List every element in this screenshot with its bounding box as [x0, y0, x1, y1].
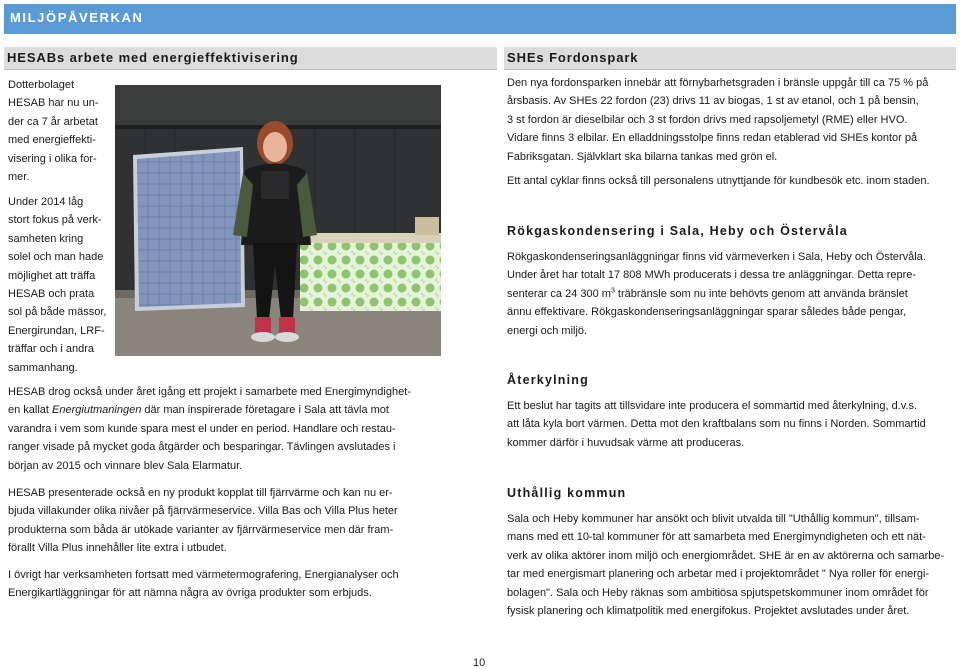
- text-line: Rökgaskondenseringsanläggningar finns vid värmeverken i Sala, Heby och Östervåla.: [507, 251, 926, 263]
- text-line: Ett beslut har tagits att tillsvidare inte producera el sommartid med återkylning, d.v.s.: [507, 400, 918, 412]
- text-line: Ett antal cyklar finns också till personalens utnyttjande för kundbesök etc. inom staden.: [507, 175, 930, 187]
- section-title-uthallig-kommun: Uthållig kommun: [507, 486, 627, 500]
- text-line: med energieffekti-: [8, 134, 96, 147]
- text-line: att låta kyla bort värmen. Detta mot den kraftbalans som nu finns i Norden. Sommartid: [507, 418, 926, 431]
- text-line: Dotterbolaget: [8, 79, 75, 91]
- section-header-band: [4, 4, 956, 34]
- text-line: mans med ett 10-tal kommuner för att samarbeta med Energimyndigheten och ett nät-: [507, 531, 926, 544]
- text-line: [507, 285, 956, 303]
- paragraph-energiutmaningen: [8, 383, 496, 475]
- text-line: produkterna som båda är utökade varianter av fjärrvärmeservice men där fram-: [8, 523, 394, 536]
- text-run: en kallat: [8, 404, 53, 417]
- text-line: der ca 7 år arbetat: [8, 115, 98, 128]
- text-line: Sala och Heby kommuner har ansökt och blivit utvalda till "Uthållig kommun", tillsam-: [507, 513, 920, 525]
- text-line: Vidare finns 3 elbilar. En elladdningsstolpe finns redan etablerad vid SHEs kontor på: [507, 132, 918, 145]
- text-line: Energirundan, LRF-: [8, 324, 105, 337]
- superscript: 3: [610, 287, 615, 295]
- text-line: Under året har totalt 17 808 MWh producerats i dessa tre anläggningar. Detta repre-: [507, 269, 917, 282]
- text-line: träffar och i andra: [8, 343, 95, 356]
- text-line: Den nya fordonsparken innebär att förnybarhetsgraden i bränsle uppgår till ca 75 % på: [507, 77, 929, 89]
- text-line: årsbasis. Av SHEs 22 fordon (23) drivs 11 av biogas, 1 st av etanol, och 1 på bensin,: [507, 95, 919, 108]
- intro-paragraph-1: [8, 76, 113, 186]
- text-run: där man inspirerade företagare i Sala att tävla mot: [141, 404, 389, 417]
- text-line: sol på både mässor,: [8, 306, 107, 319]
- paragraph-uthallig-kommun: [507, 510, 956, 620]
- text-line: Under 2014 låg: [8, 196, 84, 208]
- text-line: bjuda villakunder olika nivåer på fjärrvärmeservice. Villa Bas och Villa Plus heter: [8, 505, 398, 518]
- paragraph-fjarrvarmeservice: [8, 484, 496, 558]
- emphasis-energiutmaningen: Energiutmaningen: [52, 404, 142, 417]
- right-column-heading: [504, 47, 956, 69]
- section-title-rokgaskondensering: Rökgaskondensering i Sala, Heby och Östervåla: [507, 224, 848, 238]
- section-title-aterkylning: Återkylning: [507, 373, 589, 387]
- text-line: stort fokus på verk-: [8, 214, 102, 227]
- text-line: möjlighet att träffa: [8, 269, 96, 282]
- text-line: varandra i vem som kunde spara mest el under en period. Handlare och restau-: [8, 422, 396, 435]
- text-run: träbränsle som nu inte behövts genom att använda bränslet: [614, 287, 908, 300]
- photo-woman-with-solar-panel: [115, 85, 441, 356]
- text-line: ranger visade på mycket goda åtgärder och besparingar. Tävlingen avslutades i: [8, 441, 396, 454]
- text-line: början av 2015 och vinnare blev Sala Elarmatur.: [8, 459, 243, 472]
- text-run: senterar ca 24 300 m: [507, 287, 611, 300]
- text-line: HESAB drog också under året igång ett projekt i samarbete med Energimyndighet-: [8, 386, 411, 398]
- paragraph-rokgaskondensering: [507, 248, 956, 340]
- text-line: Fabriksgatan. Självklart ska bilarna tankas med grön el.: [507, 150, 778, 163]
- text-line: verk av olika aktörer inom miljö och energiområdet. SHE är en av aktörerna och samarbe-: [507, 549, 945, 562]
- text-line: I övrigt har verksamheten fortsatt med värmetermografering, Energianalyser och: [8, 569, 399, 581]
- section-title: MILJÖPÅVERKAN: [10, 10, 144, 25]
- text-line: tar med energismart planering och arbetar med i projektområdet " Nya roller för energi-: [507, 568, 930, 581]
- text-line: sammanhang.: [8, 361, 78, 374]
- paragraph-fordonspark: [507, 74, 956, 166]
- paragraph-aterkylning: [507, 397, 956, 452]
- text-line: samheten kring: [8, 232, 84, 245]
- heading-text: SHEs Fordonspark: [507, 50, 639, 65]
- text-line: mer.: [8, 171, 30, 184]
- heading-rule: [4, 69, 497, 70]
- paragraph-ovrigt: [8, 566, 496, 603]
- text-line: visering i olika for-: [8, 152, 97, 165]
- paragraph-cyklar: [507, 172, 956, 190]
- text-line: ännu effektivare. Rökgaskondenseringsanläggningar sparar således både pengar,: [507, 306, 907, 319]
- text-line: förallt Villa Plus innehåller lite extra i utbudet.: [8, 542, 227, 555]
- heading-text: HESABs arbete med energieffektivisering: [7, 50, 299, 65]
- heading-rule: [504, 69, 956, 70]
- text-line: HESAB har nu un-: [8, 97, 99, 110]
- text-line: [8, 401, 496, 419]
- text-line: HESAB och prata: [8, 288, 95, 301]
- text-line: Energikartläggningar för att nämna några av övriga produkter som erbjuds.: [8, 587, 372, 600]
- left-column-heading: [4, 47, 497, 69]
- text-line: 3 st fordon är dieselbilar och 3 st fordon drivs med rapsoljemetyl (RME) eller HVO.: [507, 113, 908, 126]
- page-number: 10: [473, 657, 486, 669]
- intro-paragraph-2: [8, 193, 113, 377]
- text-line: kommer därför i huvudsak värme att produceras.: [507, 436, 745, 449]
- text-line: HESAB presenterade också en ny produkt kopplat till fjärrvärme och kan nu er-: [8, 487, 393, 499]
- text-line: fysisk planering och klimatpolitik med energifokus. Projektet avslutades under året.: [507, 605, 910, 618]
- text-line: solel och man hade: [8, 251, 104, 264]
- text-line: energi och miljö.: [507, 324, 588, 337]
- text-line: bolagen". Sala och Heby räknas som ambitiösa spjutspetskommuner inom området för: [507, 586, 929, 599]
